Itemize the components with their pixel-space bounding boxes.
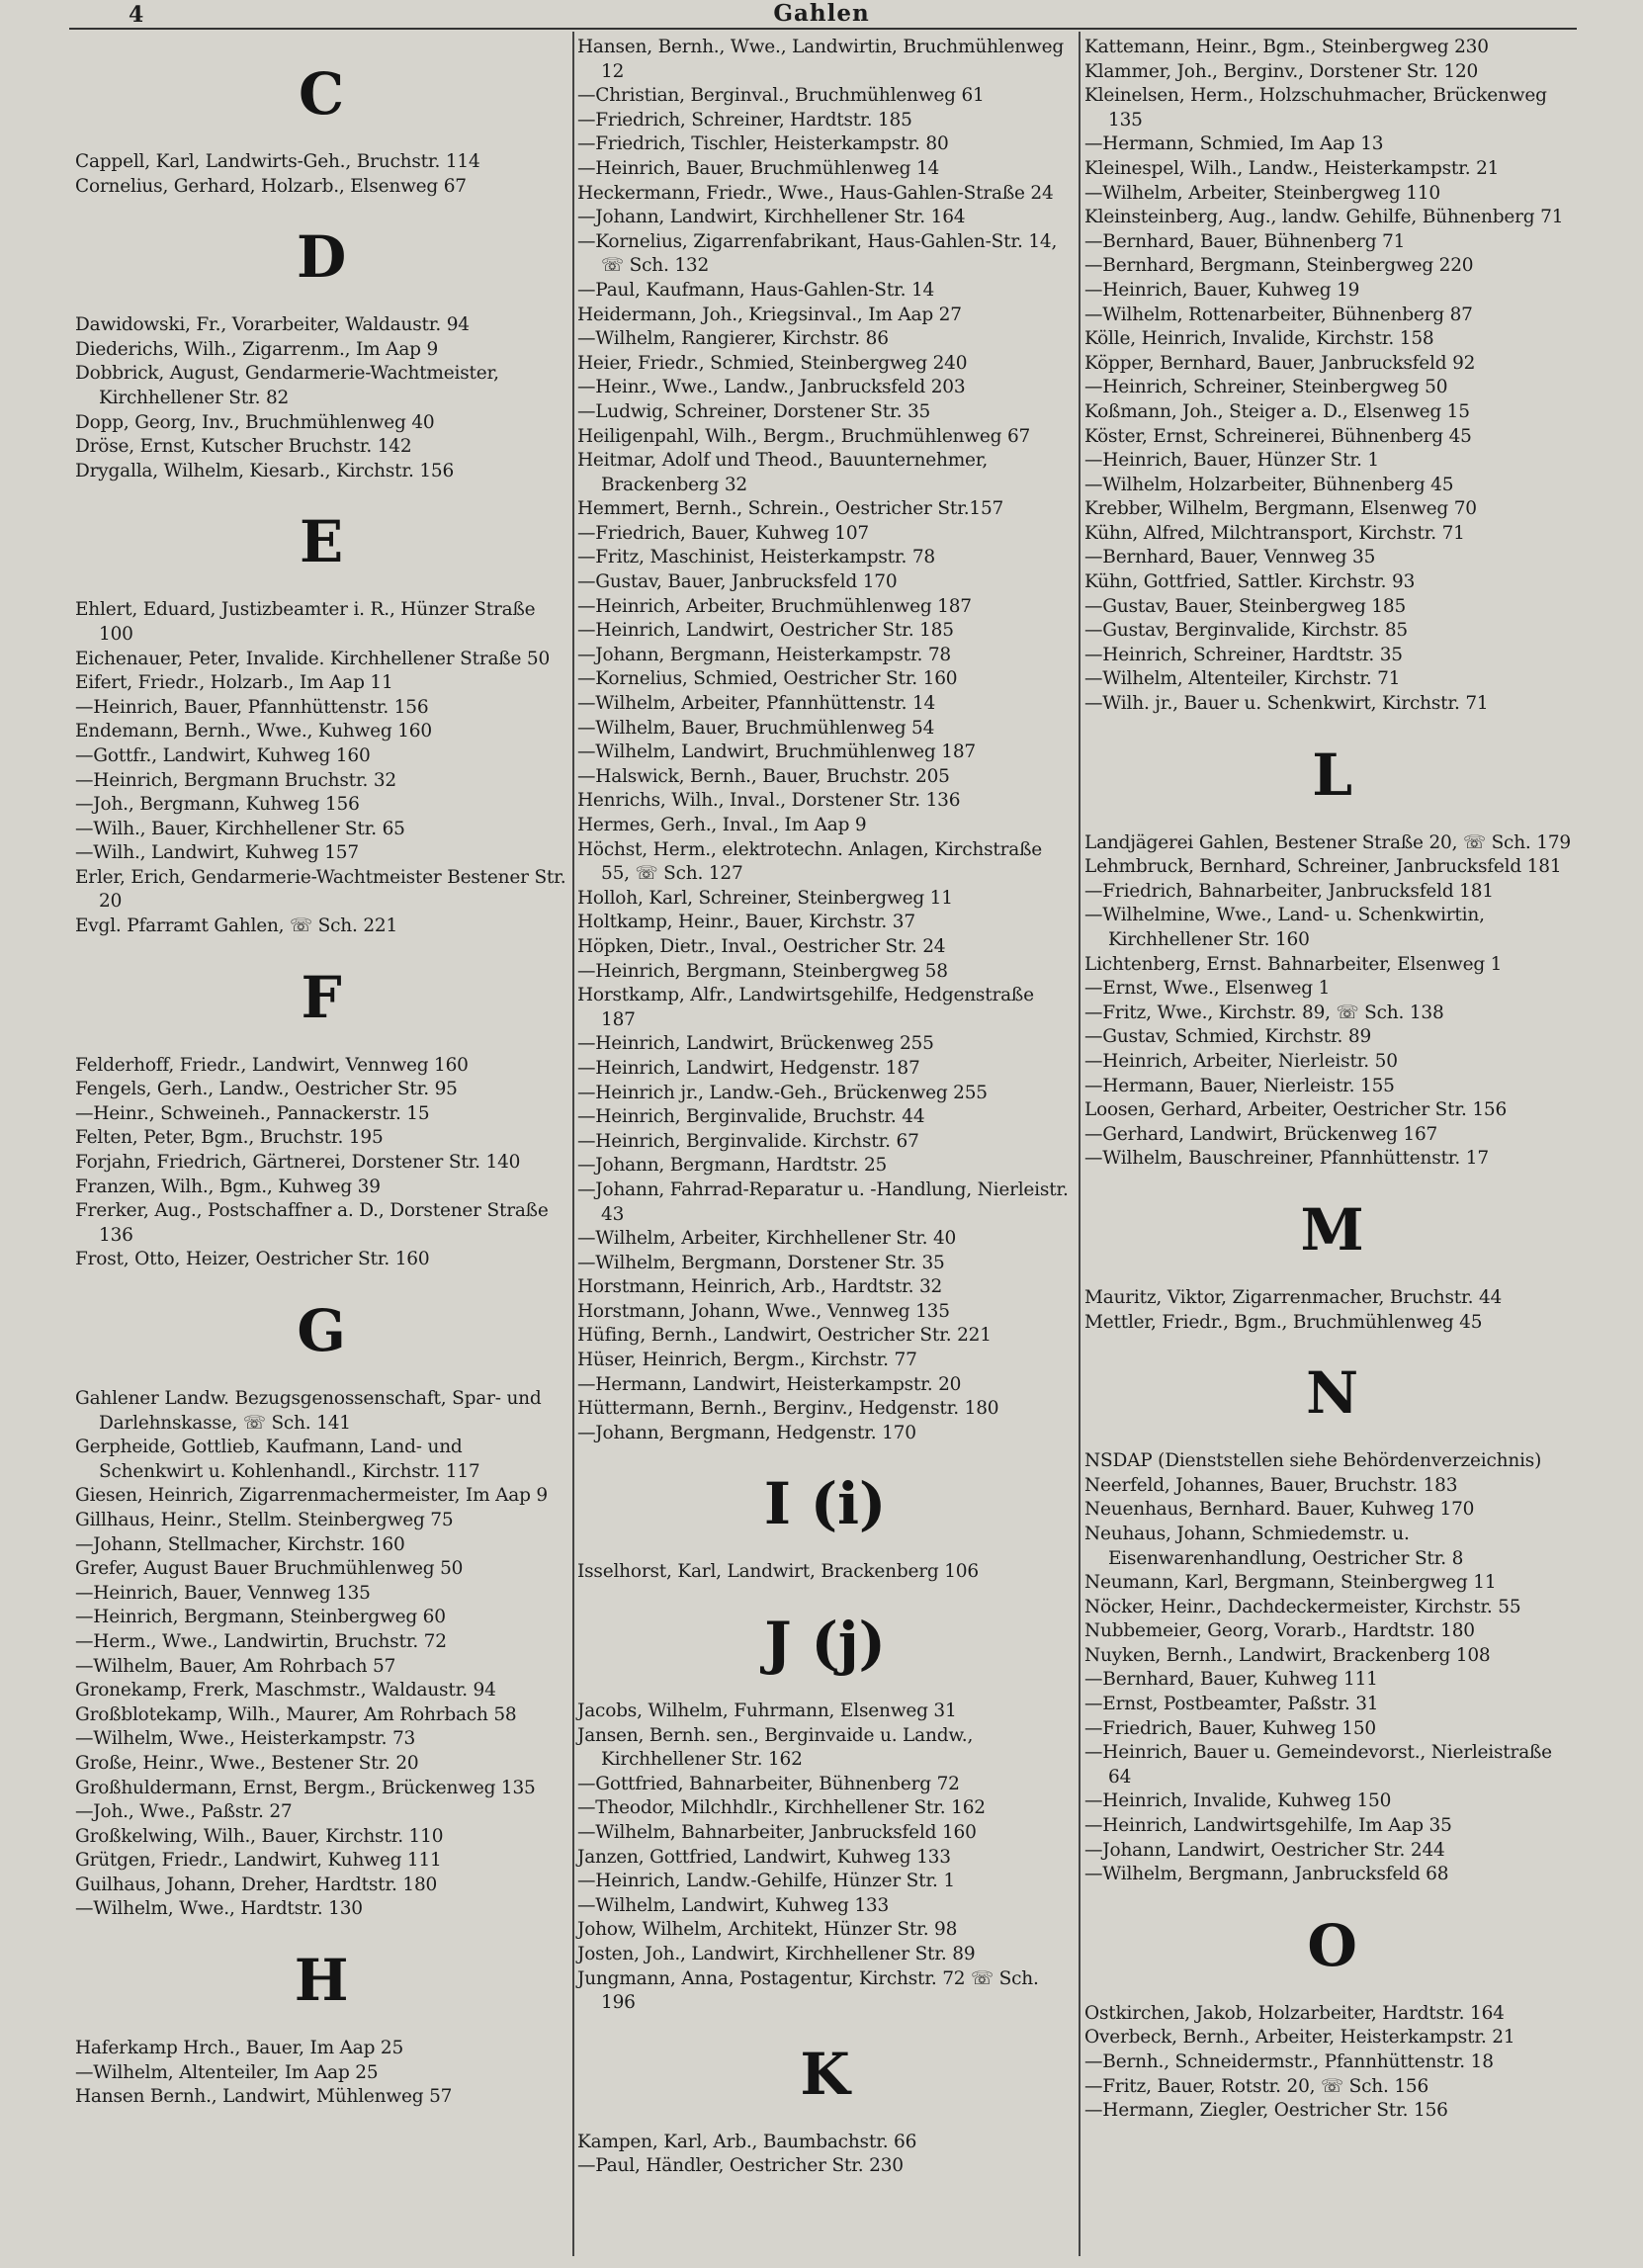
directory-entry: Gillhaus, Heinr., Stellm. Steinbergweg 75 [75, 1509, 454, 1530]
directory-entry: —Friedrich, Tischler, Heisterkampstr. 80 [577, 133, 949, 155]
directory-entry: Hansen, Bernh., Wwe., Landwirtin, Bruchmühlenweg 12 [577, 37, 1064, 82]
directory-entry: —Heinrich, Bergmann, Steinbergweg 58 [577, 960, 948, 982]
column-3 [1084, 36, 1580, 2124]
directory-entry: —Heinrich, Landwirt, Brückenweg 255 [577, 1033, 934, 1055]
section-initial: K [800, 2040, 850, 2108]
directory-entry: —Wilhelm, Wwe., Heisterkampstr. 73 [75, 1728, 416, 1750]
directory-entry: Heckermann, Friedr., Wwe., Haus-Gahlen-Straße 24 [577, 182, 1054, 204]
directory-entry: —Wilhelm, Holzarbeiter, Bühnenberg 45 [1084, 474, 1454, 495]
directory-entry: —Heinrich, Bauer, Hünzer Str. 1 [1084, 450, 1379, 472]
directory-entry: —Johann, Bergmann, Hardtstr. 25 [577, 1155, 888, 1177]
directory-entry: —Friedrich, Bauer, Kuhweg 107 [577, 522, 870, 544]
directory-entry: —Ernst, Postbeamter, Paßstr. 31 [1084, 1694, 1379, 1715]
directory-entry: Kühn, Alfred, Milchtransport, Kirchstr. 71 [1084, 522, 1465, 544]
directory-entry: —Fritz, Wwe., Kirchstr. 89, ☏ Sch. 138 [1084, 1002, 1444, 1023]
directory-entry: —Heinrich, Bergmann Bruchstr. 32 [75, 769, 396, 791]
directory-entry: Grefer, August Bauer Bruchmühlenweg 50 [75, 1558, 464, 1580]
directory-entry: Erler, Erich, Gendarmerie-Wachtmeister Bestener Str. 20 [75, 866, 566, 913]
section-initial: M [1300, 1195, 1364, 1264]
directory-entry: Hermes, Gerh., Inval., Im Aap 9 [577, 815, 867, 835]
directory-entry: Fengels, Gerh., Landw., Oestricher Str. 95 [75, 1079, 458, 1100]
directory-entry: Kattemann, Heinr., Bgm., Steinbergweg 230 [1084, 37, 1489, 57]
section-initial: C [299, 60, 344, 128]
directory-entry: —Johann, Bergmann, Heisterkampstr. 78 [577, 644, 951, 665]
directory-entry: Frost, Otto, Heizer, Oestricher Str. 160 [75, 1249, 430, 1270]
directory-entry: Horstmann, Johann, Wwe., Vennweg 135 [577, 1300, 950, 1322]
directory-entry: —Friedrich, Bahnarbeiter, Janbrucksfeld 181 [1084, 880, 1494, 902]
page-number: 4 [129, 2, 144, 28]
directory-entry: Kühn, Gottfried, Sattler. Kirchstr. 93 [1084, 571, 1416, 593]
directory-entry: Neumann, Karl, Bergmann, Steinbergweg 11 [1084, 1572, 1497, 1594]
directory-entry: Felderhoff, Friedr., Landwirt, Vennweg 160 [75, 1054, 469, 1076]
directory-entry: —Kornelius, Zigarrenfabrikant, Haus-Gahlen-Str. 14, ☏ Sch. 132 [577, 230, 1058, 277]
directory-entry: Heitmar, Adolf und Theod., Bauunternehmer, Brackenberg 32 [577, 450, 989, 495]
directory-entry: Ehlert, Eduard, Justizbeamter i. R., Hünzer Straße 100 [75, 599, 536, 645]
directory-entry: Hüser, Heinrich, Bergm., Kirchstr. 77 [577, 1350, 917, 1371]
directory-entry: —Gottfried, Bahnarbeiter, Bühnenberg 72 [577, 1773, 960, 1794]
directory-entry: Höchst, Herm., elektrotechn. Anlagen, Kirchstraße 55, ☏ Sch. 127 [577, 838, 1042, 885]
directory-entry: Giesen, Heinrich, Zigarrenmachermeister, Im Aap 9 [75, 1485, 548, 1507]
directory-entry: Große, Heinr., Wwe., Bestener Str. 20 [75, 1752, 419, 1774]
directory-entry: —Hermann, Landwirt, Heisterkampstr. 20 [577, 1373, 962, 1395]
directory-entry: Holtkamp, Heinr., Bauer, Kirchstr. 37 [577, 912, 915, 933]
section-initial: N [1306, 1359, 1358, 1428]
directory-entry: —Heinrich jr., Landw.-Geh., Brückenweg 255 [577, 1082, 988, 1103]
directory-entry: —Heinr., Schweineh., Pannackerstr. 15 [75, 1102, 430, 1124]
directory-entry: —Wilhelm, Rangierer, Kirchstr. 86 [577, 328, 889, 350]
directory-entry: —Ernst, Wwe., Elsenweg 1 [1084, 978, 1331, 1000]
directory-entry: —Heinrich, Landwirt, Hedgenstr. 187 [577, 1057, 920, 1079]
directory-entry: —Heinrich, Schreiner, Hardtstr. 35 [1084, 644, 1403, 665]
directory-entry: —Heinrich, Bauer, Pfannhüttenstr. 156 [75, 696, 429, 718]
directory-entry: —Paul, Händler, Oestricher Str. 230 [577, 2155, 904, 2177]
directory-entry: Lehmbruck, Bernhard, Schreiner, Janbrucksfeld 181 [1084, 856, 1562, 878]
directory-entry: Overbeck, Bernh., Arbeiter, Heisterkampstr. 21 [1084, 2027, 1515, 2049]
directory-entry: —Wilhelm, Arbeiter, Steinbergweg 110 [1084, 182, 1440, 204]
directory-entry: Josten, Joh., Landwirt, Kirchhellener Str. 89 [577, 1943, 976, 1964]
directory-entry: —Heinrich, Bauer, Bruchmühlenweg 14 [577, 157, 940, 179]
directory-entry: Jansen, Bernh. sen., Berginvaide u. Landw., Kirchhellener Str. 162 [577, 1724, 974, 1771]
directory-entry: Cappell, Karl, Landwirts-Geh., Bruchstr. 114 [75, 151, 480, 172]
directory-entry: —Paul, Kaufmann, Haus-Gahlen-Str. 14 [577, 279, 935, 301]
section-initial: D [296, 223, 347, 292]
directory-entry: Köpper, Bernhard, Bauer, Janbrucksfeld 92 [1084, 352, 1476, 374]
directory-entry: Großhuldermann, Ernst, Bergm., Brückenweg 135 [75, 1777, 536, 1798]
column-divider [1079, 32, 1081, 2256]
directory-entry: —Wilhelm, Rottenarbeiter, Bühnenberg 87 [1084, 304, 1473, 325]
directory-entry: —Gustav, Berginvalide, Kirchstr. 85 [1084, 620, 1408, 642]
directory-entry: —Heinrich, Landw.-Gehilfe, Hünzer Str. 1 [577, 1871, 955, 1892]
section-initial: E [299, 508, 343, 576]
directory-entry: Henrichs, Wilh., Inval., Dorstener Str. 136 [577, 790, 961, 812]
column-1 [75, 36, 567, 2110]
directory-entry: —Fritz, Maschinist, Heisterkampstr. 78 [577, 547, 936, 568]
directory-entry: NSDAP (Dienststellen siehe Behördenverzeichnis) [1084, 1450, 1542, 1472]
directory-entry: Gahlener Landw. Bezugsgenossenschaft, Spar- und Darlehnskasse, ☏ Sch. 141 [75, 1388, 542, 1434]
directory-entry: Neuhaus, Johann, Schmiedemstr. u. Eisenwarenhandlung, Oestricher Str. 8 [1084, 1523, 1464, 1569]
directory-entry: —Johann, Bergmann, Hedgenstr. 170 [577, 1422, 916, 1443]
directory-entry: Holloh, Karl, Schreiner, Steinbergweg 11 [577, 887, 953, 909]
directory-entry: Drygalla, Wilhelm, Kiesarb., Kirchstr. 156 [75, 460, 455, 481]
section-initial: I (i) [763, 1470, 887, 1538]
directory-entry: —Heinrich, Arbeiter, Bruchmühlenweg 187 [577, 595, 972, 617]
directory-entry: Jungmann, Anna, Postagentur, Kirchstr. 72 ☏ Sch. 196 [577, 1967, 1039, 2014]
directory-entry: Kölle, Heinrich, Invalide, Kirchstr. 158 [1084, 328, 1434, 350]
directory-entry: —Bernhard, Bauer, Bühnenberg 71 [1084, 230, 1406, 252]
directory-entry: Kampen, Karl, Arb., Baumbachstr. 66 [577, 2131, 917, 2152]
directory-entry: —Heinrich, Berginvalide. Kirchstr. 67 [577, 1130, 919, 1152]
directory-entry: —Wilhelm, Landwirt, Kuhweg 133 [577, 1894, 890, 1916]
directory-entry: Isselhorst, Karl, Landwirt, Brackenberg 106 [577, 1561, 979, 1583]
section-initial: O [1307, 1911, 1357, 1979]
directory-entry: Jacobs, Wilhelm, Fuhrmann, Elsenweg 31 [577, 1701, 957, 1722]
directory-entry: Eifert, Friedr., Holzarb., Im Aap 11 [75, 672, 393, 694]
directory-entry: Gronekamp, Frerk, Maschmstr., Waldaustr. 94 [75, 1680, 496, 1701]
directory-entry: Landjägerei Gahlen, Bestener Straße 20, ☏ Sch. 179 [1084, 831, 1571, 853]
directory-entry: —Johann, Fahrrad-Reparatur u. -Handlung, Nierleistr. 43 [577, 1178, 1069, 1225]
directory-entry: —Gustav, Schmied, Kirchstr. 89 [1084, 1026, 1372, 1048]
directory-entry: Heiligenpahl, Wilh., Bergm., Bruchmühlenweg 67 [577, 425, 1031, 447]
directory-entry: —Heinrich, Arbeiter, Nierleistr. 50 [1084, 1050, 1398, 1072]
page-header [0, 0, 1643, 30]
directory-entry: —Bernhard, Bauer, Vennweg 35 [1084, 547, 1376, 568]
directory-entry: —Wilhelm, Arbeiter, Kirchhellener Str. 40 [577, 1228, 957, 1250]
directory-entry: —Bernhard, Bauer, Kuhweg 111 [1084, 1669, 1378, 1691]
directory-entry: Höpken, Dietr., Inval., Oestricher Str. 24 [577, 935, 946, 957]
directory-entry: —Ludwig, Schreiner, Dorstener Str. 35 [577, 400, 931, 422]
directory-entry: —Heinrich, Landwirtsgehilfe, Im Aap 35 [1084, 1815, 1452, 1837]
directory-entry: Großblotekamp, Wilh., Maurer, Am Rohrbach 58 [75, 1703, 517, 1725]
directory-entry: Dobbrick, August, Gendarmerie-Wachtmeister, Kirchhellener Str. 82 [75, 363, 499, 408]
directory-entry: —Wilhelm, Bauschreiner, Pfannhüttenstr. 17 [1084, 1148, 1489, 1170]
directory-entry: Ostkirchen, Jakob, Holzarbeiter, Hardtstr. 164 [1084, 2002, 1505, 2024]
directory-entry: Janzen, Gottfried, Landwirt, Kuhweg 133 [577, 1846, 951, 1868]
directory-entry: —Hermann, Bauer, Nierleistr. 155 [1084, 1075, 1395, 1096]
directory-entry: Nubbemeier, Georg, Vorarb., Hardtstr. 180 [1084, 1620, 1475, 1642]
directory-entry: Neerfeld, Johannes, Bauer, Bruchstr. 183 [1084, 1474, 1458, 1496]
directory-entry: —Wilh. jr., Bauer u. Schenkwirt, Kirchstr. 71 [1084, 693, 1489, 715]
directory-entry: Hemmert, Bernh., Schrein., Oestricher Str.157 [577, 498, 1004, 520]
directory-entry: Loosen, Gerhard, Arbeiter, Oestricher Str. 156 [1084, 1099, 1508, 1121]
directory-entry: —Hermann, Ziegler, Oestricher Str. 156 [1084, 2100, 1448, 2122]
directory-entry: Evgl. Pfarramt Gahlen, ☏ Sch. 221 [75, 916, 398, 937]
directory-entry: —Gustav, Bauer, Janbrucksfeld 170 [577, 571, 898, 593]
directory-entry: —Wilhelmine, Wwe., Land- u. Schenkwirtin, Kirchhellener Str. 160 [1084, 905, 1485, 950]
directory-entry: —Joh., Bergmann, Kuhweg 156 [75, 794, 360, 816]
directory-entry: Eichenauer, Peter, Invalide. Kirchhellener Straße 50 [75, 648, 551, 669]
directory-entry: —Wilhelm, Bauer, Am Rohrbach 57 [75, 1655, 396, 1677]
directory-entry: Diederichs, Wilh., Zigarrenm., Im Aap 9 [75, 338, 439, 360]
directory-entry: —Halswick, Bernh., Bauer, Bruchstr. 205 [577, 765, 950, 787]
directory-entry: Johow, Wilhelm, Architekt, Hünzer Str. 98 [577, 1919, 958, 1941]
directory-entry: Mettler, Friedr., Bgm., Bruchmühlenweg 45 [1084, 1311, 1483, 1333]
directory-entry: —Johann, Landwirt, Oestricher Str. 244 [1084, 1839, 1445, 1861]
directory-entry: Kleinespel, Wilh., Landw., Heisterkampstr. 21 [1084, 157, 1500, 179]
directory-entry: Endemann, Bernh., Wwe., Kuhweg 160 [75, 721, 432, 742]
directory-entry: Kleinelsen, Herm., Holzschuhmacher, Brückenweg 135 [1084, 85, 1547, 131]
directory-entry: —Heinrich, Berginvalide, Bruchstr. 44 [577, 1106, 925, 1128]
directory-entry: Grütgen, Friedr., Landwirt, Kuhweg 111 [75, 1850, 442, 1872]
directory-entry: —Wilhelm, Landwirt, Bruchmühlenweg 187 [577, 741, 976, 763]
section-initial: L [1312, 741, 1352, 809]
directory-entry: —Heinrich, Bauer, Kuhweg 19 [1084, 279, 1360, 301]
directory-entry: Neuenhaus, Bernhard. Bauer, Kuhweg 170 [1084, 1499, 1475, 1521]
directory-entry: Heidermann, Joh., Kriegsinval., Im Aap 27 [577, 304, 962, 325]
directory-entry: Kleinsteinberg, Aug., landw. Gehilfe, Bühnenberg 71 [1084, 207, 1564, 228]
directory-entry: Franzen, Wilh., Bgm., Kuhweg 39 [75, 1176, 381, 1197]
directory-entry: —Christian, Berginval., Bruchmühlenweg 61 [577, 85, 985, 107]
directory-entry: —Heinrich, Bauer u. Gemeindevorst., Nierleistraße 64 [1084, 1742, 1552, 1788]
directory-entry: Nuyken, Bernh., Landwirt, Brackenberg 108 [1084, 1644, 1491, 1666]
directory-entry: Guilhaus, Johann, Dreher, Hardtstr. 180 [75, 1874, 438, 1895]
directory-entry: Felten, Peter, Bgm., Bruchstr. 195 [75, 1127, 384, 1149]
header-rule [69, 28, 1577, 30]
directory-entry: —Heinrich, Landwirt, Oestricher Str. 185 [577, 620, 954, 642]
directory-entry: Mauritz, Viktor, Zigarrenmacher, Bruchstr. 44 [1084, 1286, 1503, 1308]
directory-entry: Cornelius, Gerhard, Holzarb., Elsenweg 67 [75, 175, 467, 197]
section-initial: F [301, 963, 342, 1031]
column-divider [572, 32, 574, 2256]
directory-entry: —Wilhelm, Bauer, Bruchmühlenweg 54 [577, 717, 935, 739]
directory-entry: —Friedrich, Bauer, Kuhweg 150 [1084, 1717, 1377, 1739]
directory-entry: Horstkamp, Alfr., Landwirtsgehilfe, Hedgenstraße 187 [577, 985, 1034, 1030]
directory-entry: Forjahn, Friedrich, Gärtnerei, Dorstener Str. 140 [75, 1152, 521, 1174]
section-initial: J (j) [764, 1610, 886, 1678]
directory-entry: Koßmann, Joh., Steiger a. D., Elsenweg 15 [1084, 400, 1470, 422]
directory-entry: —Heinrich, Bergmann, Steinbergweg 60 [75, 1607, 446, 1628]
directory-entry: Dröse, Ernst, Kutscher Bruchstr. 142 [75, 436, 412, 458]
directory-entry: —Wilhelm, Bahnarbeiter, Janbrucksfeld 160 [577, 1822, 977, 1843]
directory-entry: —Wilhelm, Altenteiler, Im Aap 25 [75, 2061, 379, 2083]
directory-entry: —Johann, Landwirt, Kirchhellener Str. 164 [577, 207, 966, 228]
directory-entry: —Friedrich, Schreiner, Hardtstr. 185 [577, 109, 912, 131]
directory-entry: Hüfing, Bernh., Landwirt, Oestricher Str. 221 [577, 1325, 992, 1347]
directory-entry: —Wilhelm, Bergmann, Dorstener Str. 35 [577, 1252, 945, 1273]
section-initial: H [294, 1947, 349, 2015]
directory-entry: —Wilh., Bauer, Kirchhellener Str. 65 [75, 818, 405, 839]
directory-entry: —Heinr., Wwe., Landw., Janbrucksfeld 203 [577, 377, 966, 398]
directory-entry: Nöcker, Heinr., Dachdeckermeister, Kirchstr. 55 [1084, 1596, 1521, 1617]
directory-entry: —Wilhelm, Altenteiler, Kirchstr. 71 [1084, 668, 1401, 690]
column-2 [577, 36, 1073, 2179]
directory-entry: Heier, Friedr., Schmied, Steinbergweg 240 [577, 352, 968, 374]
directory-entry: —Gottfr., Landwirt, Kuhweg 160 [75, 744, 371, 766]
directory-entry: —Gerhard, Landwirt, Brückenweg 167 [1084, 1123, 1438, 1145]
directory-entry: —Heinrich, Bauer, Vennweg 135 [75, 1582, 371, 1604]
directory-entry: —Wilhelm, Arbeiter, Pfannhüttenstr. 14 [577, 693, 936, 715]
directory-entry: —Johann, Stellmacher, Kirchstr. 160 [75, 1533, 405, 1555]
directory-entry: Haferkamp Hrch., Bauer, Im Aap 25 [75, 2038, 404, 2059]
directory-entry: Krebber, Wilhelm, Bergmann, Elsenweg 70 [1084, 498, 1477, 520]
directory-entry: Hansen Bernh., Landwirt, Mühlenweg 57 [75, 2086, 453, 2108]
directory-entry: —Wilh., Landwirt, Kuhweg 157 [75, 842, 359, 864]
directory-entry: Lichtenberg, Ernst. Bahnarbeiter, Elsenweg 1 [1084, 953, 1503, 975]
directory-entry: Gerpheide, Gottlieb, Kaufmann, Land- und Schenkwirt u. Kohlenhandl., Kirchstr. 117 [75, 1437, 480, 1482]
directory-entry: Köster, Ernst, Schreinerei, Bühnenberg 45 [1084, 425, 1472, 447]
directory-entry: —Wilhelm, Bergmann, Janbrucksfeld 68 [1084, 1864, 1449, 1885]
section-initial: G [297, 1297, 346, 1364]
directory-entry: —Heinrich, Schreiner, Steinbergweg 50 [1084, 377, 1448, 398]
directory-entry: —Wilhelm, Wwe., Hardtstr. 130 [75, 1898, 363, 1920]
directory-entry: —Gustav, Bauer, Steinbergweg 185 [1084, 595, 1407, 617]
directory-entry: —Fritz, Bauer, Rotstr. 20, ☏ Sch. 156 [1084, 2075, 1429, 2097]
directory-entry: Dopp, Georg, Inv., Bruchmühlenweg 40 [75, 411, 435, 433]
directory-entry: Horstmann, Heinrich, Arb., Hardtstr. 32 [577, 1276, 943, 1298]
page-title: Gahlen [773, 0, 870, 27]
directory-entry: —Joh., Wwe., Paßstr. 27 [75, 1801, 293, 1823]
directory-entry: —Theodor, Milchhdlr., Kirchhellener Str. 162 [577, 1797, 986, 1819]
directory-entry: Klammer, Joh., Berginv., Dorstener Str. 120 [1084, 60, 1479, 82]
directory-entry: —Bernhard, Bergmann, Steinbergweg 220 [1084, 255, 1474, 277]
directory-entry: —Bernh., Schneidermstr., Pfannhüttenstr. 18 [1084, 2051, 1494, 2072]
directory-entry: —Hermann, Schmied, Im Aap 13 [1084, 133, 1384, 155]
directory-entry: —Heinrich, Invalide, Kuhweg 150 [1084, 1790, 1392, 1812]
directory-entry: —Kornelius, Schmied, Oestricher Str. 160 [577, 668, 958, 690]
directory-entry: Frerker, Aug., Postschaffner a. D., Dorstener Straße 136 [75, 1200, 549, 1246]
directory-entry: Dawidowski, Fr., Vorarbeiter, Waldaustr. 94 [75, 314, 470, 336]
directory-entry: Großkelwing, Wilh., Bauer, Kirchstr. 110 [75, 1825, 444, 1847]
directory-entry: —Herm., Wwe., Landwirtin, Bruchstr. 72 [75, 1630, 447, 1652]
directory-entry: Hüttermann, Bernh., Berginv., Hedgenstr. 180 [577, 1398, 999, 1420]
